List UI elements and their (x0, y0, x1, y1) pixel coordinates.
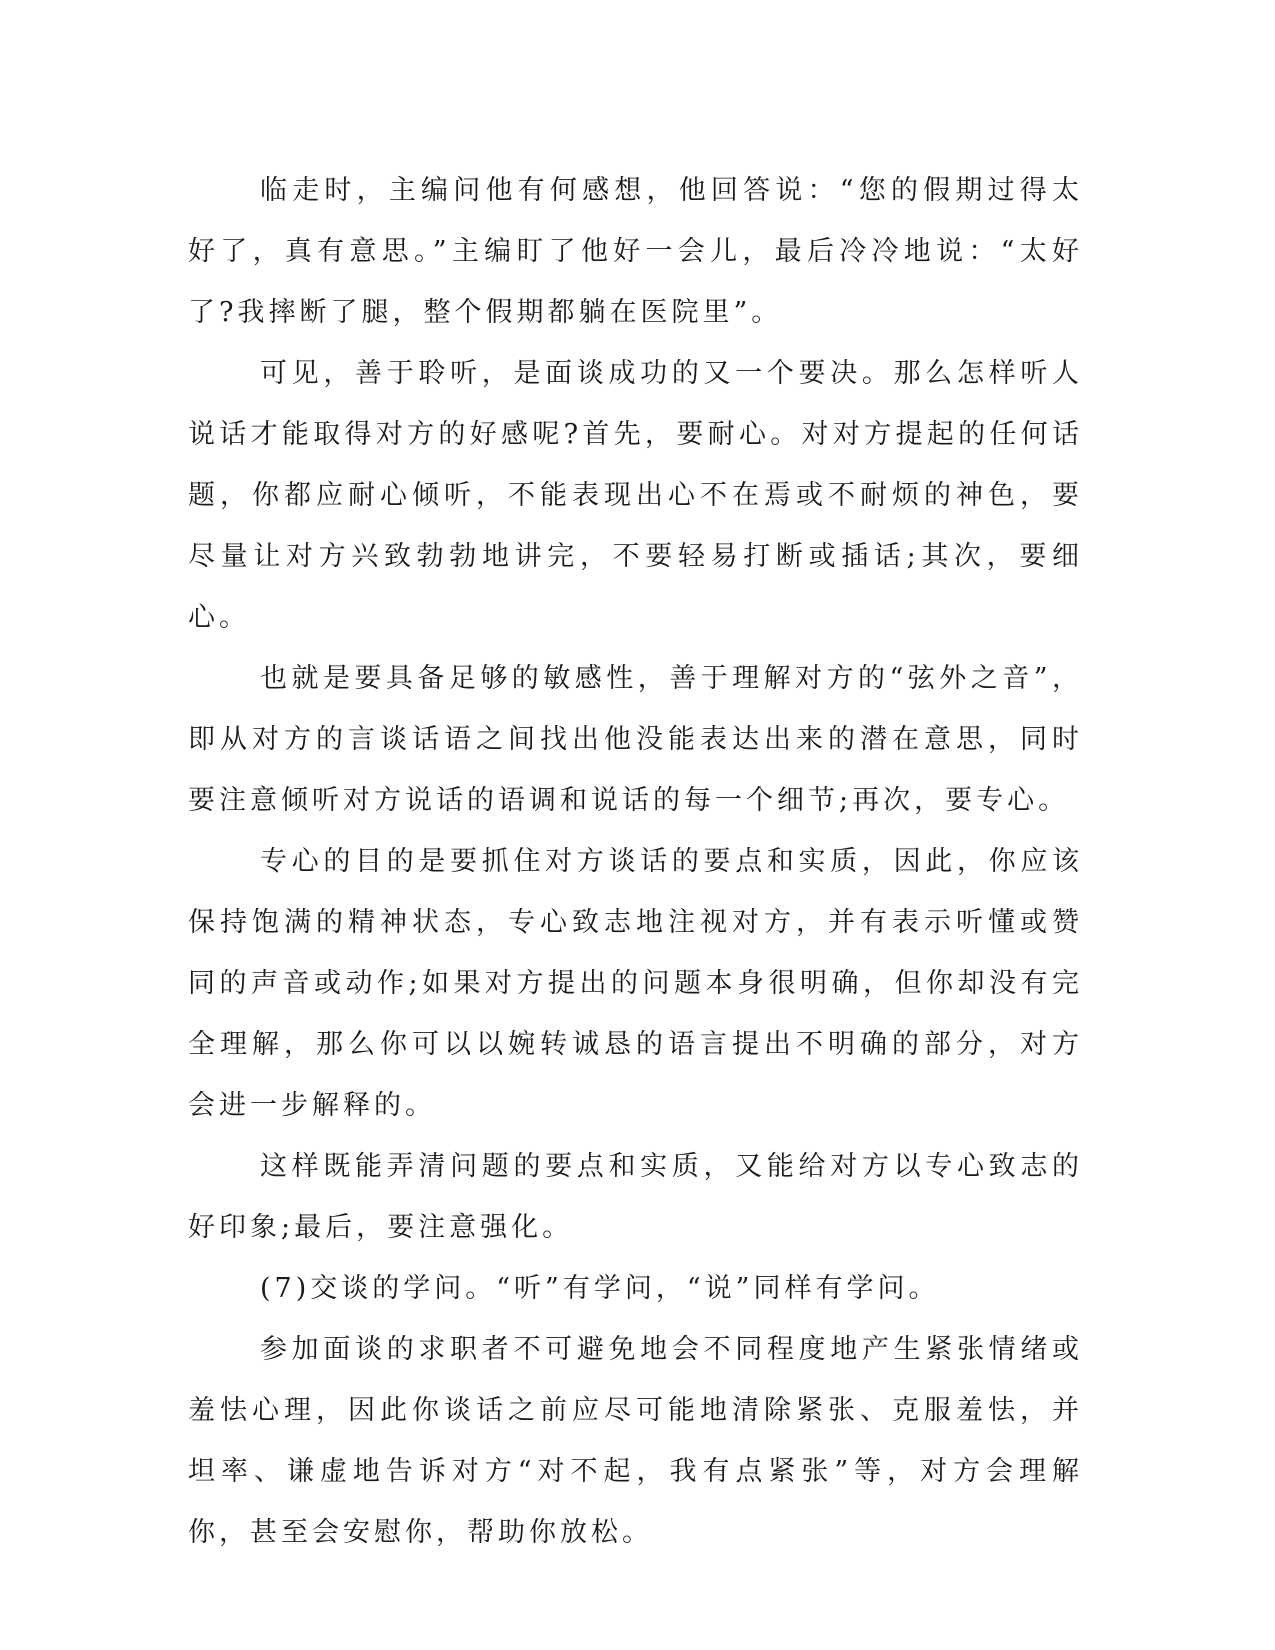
paragraph: 可见，善于聆听，是面谈成功的又一个要决。那么怎样听人说话才能取得对方的好感呢?首先，要耐心。对对方提起的任何话题，你都应耐心倾听，不能表现出心不在焉或不耐烦的神色，要尽量让对方兴致勃勃地讲完，不要轻易打断或插话;其次，要细心。 (188, 358, 1083, 633)
paragraph: 也就是要具备足够的敏感性，善于理解对方的“弦外之音”，即从对方的言谈话语之间找出他没能表达出来的潜在意思，同时要注意倾听对方说话的语调和说话的每一个细节;再次，要专心。 (188, 663, 1083, 816)
paragraph: 专心的目的是要抓住对方谈话的要点和实质，因此，你应该保持饱满的精神状态，专心致志地注视对方，并有表示听懂或赞同的声音或动作;如果对方提出的问题本身很明确，但你却没有完全理解，那么你可以以婉转诚恳的语言提出不明确的部分，对方会进一步解释的。 (188, 846, 1083, 1121)
document-body (188, 160, 1083, 1563)
paragraph: 参加面谈的求职者不可避免地会不同程度地产生紧张情绪或羞怯心理，因此你谈话之前应尽可能地清除紧张、克服羞怯，并坦率、谦虚地告诉对方“对不起，我有点紧张”等，对方会理解你，甚至会安慰你，帮助你放松。 (188, 1334, 1083, 1548)
paragraph: 临走时，主编问他有何感想，他回答说：“您的假期过得太好了，真有意思。”主编盯了他好一会儿，最后冷冷地说：“太好了?我摔断了腿，整个假期都躺在医院里”。 (188, 175, 1083, 328)
paragraph: 这样既能弄清问题的要点和实质，又能给对方以专心致志的好印象;最后，要注意强化。 (188, 1151, 1083, 1243)
paragraph: (7)交谈的学问。“听”有学问，“说”同样有学问。 (260, 1273, 940, 1304)
